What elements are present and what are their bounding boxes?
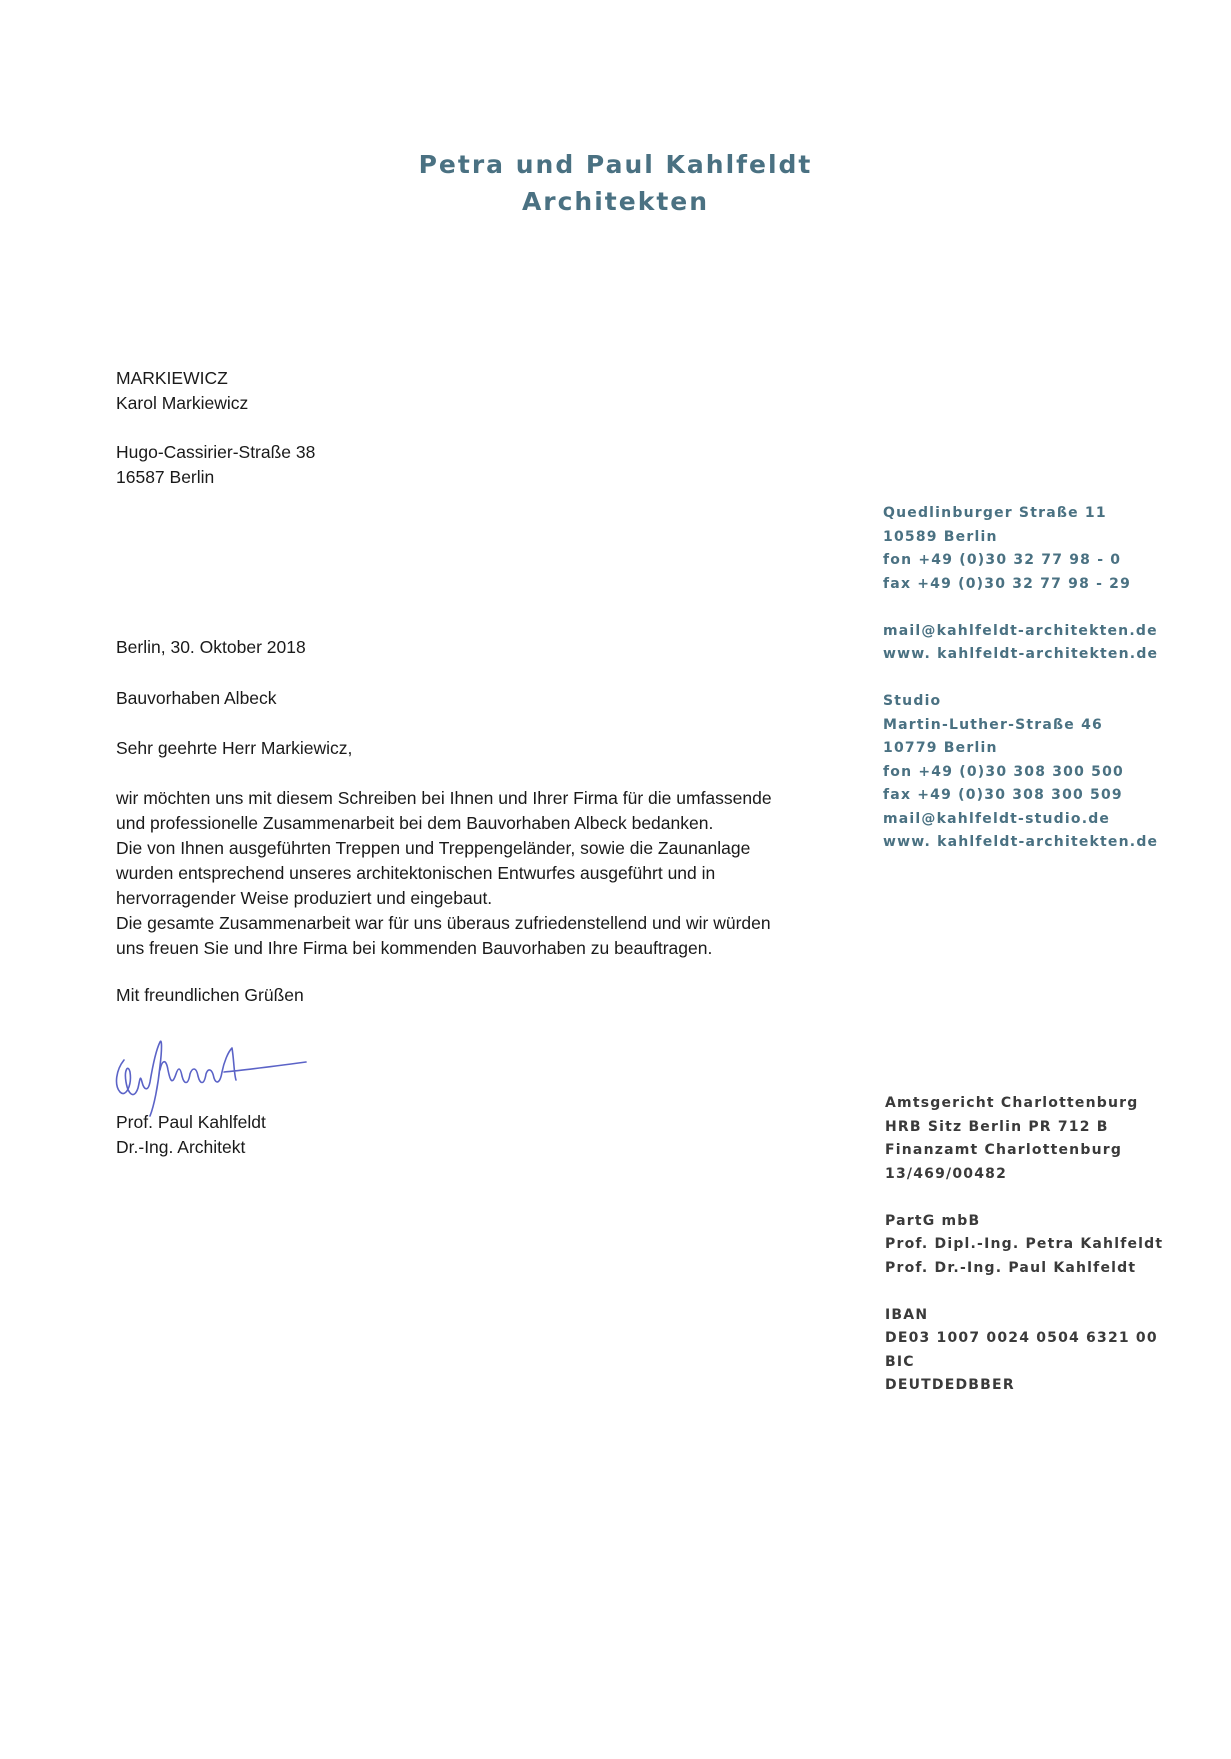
- body-line: uns freuen Sie und Ihre Firma bei kommenden Bauvorhaben zu beauftragen.: [116, 938, 713, 958]
- signer-name: Prof. Paul Kahlfeldt: [116, 1112, 266, 1132]
- contact-sidebar: [883, 502, 1213, 878]
- office-line: fon +49 (0)30 32 77 98 - 0: [883, 552, 1122, 568]
- bank-line: IBAN: [885, 1306, 929, 1323]
- studio-line: mail@kahlfeldt-studio.de: [883, 810, 1111, 827]
- body-line: wurden entsprechend unseres architektonischen Entwurfes ausgeführt und in: [116, 863, 716, 883]
- bank-line: BIC: [885, 1353, 915, 1370]
- signer-block: [116, 1110, 266, 1160]
- salutation: Sehr geehrte Herr Markiewicz,: [116, 738, 353, 758]
- partners-line: PartG mbB: [885, 1212, 981, 1229]
- registry-line: 13/469/00482: [885, 1165, 1008, 1182]
- handwritten-signature: [106, 1030, 326, 1120]
- recipient-city: 16587 Berlin: [116, 467, 215, 487]
- registry-line: Amtsgericht Charlottenburg: [885, 1095, 1139, 1111]
- studio-line: Studio: [883, 693, 942, 709]
- body-line: wir möchten uns mit diesem Schreiben bei Ihnen und Ihrer Firma für die umfassende: [116, 788, 772, 808]
- letter-body: [116, 786, 836, 961]
- firm-name: Petra und Paul Kahlfeldt: [418, 150, 813, 179]
- registry-line: HRB Sitz Berlin PR 712 B: [885, 1118, 1109, 1135]
- office-line: fax +49 (0)30 32 77 98 - 29: [883, 575, 1132, 592]
- recipient-company: MARKIEWICZ: [116, 368, 228, 388]
- email-link: mail@kahlfeldt-architekten.de: [883, 622, 1158, 639]
- studio-line: www. kahlfeldt-architekten.de: [883, 834, 1159, 850]
- studio-line: 10779 Berlin: [883, 740, 998, 756]
- bank-line: DE03 1007 0024 0504 6321 00: [885, 1330, 1158, 1346]
- letter-subject: Bauvorhaben Albeck: [116, 688, 277, 708]
- closing: Mit freundlichen Grüßen: [116, 985, 304, 1005]
- body-line: Die gesamte Zusammenarbeit war für uns überaus zufriedenstellend und wir würden: [116, 913, 771, 933]
- web-contact: [883, 620, 1213, 667]
- letterhead: [0, 146, 1231, 220]
- bank-block: [885, 1304, 1215, 1398]
- partners-line: Prof. Dipl.-Ing. Petra Kahlfeldt: [885, 1236, 1164, 1252]
- letter-date: Berlin, 30. Oktober 2018: [116, 637, 306, 657]
- bank-line: DEUTDEDBBER: [885, 1377, 1015, 1393]
- office-address: [883, 502, 1213, 596]
- body-line: Die von Ihnen ausgeführten Treppen und Treppengeländer, sowie die Zaunanlage: [116, 838, 751, 858]
- partners-line: Prof. Dr.-Ing. Paul Kahlfeldt: [885, 1259, 1137, 1276]
- studio-line: fax +49 (0)30 308 300 509: [883, 787, 1123, 803]
- recipient-person: Karol Markiewicz: [116, 393, 249, 413]
- registry-line: Finanzamt Charlottenburg: [885, 1142, 1123, 1158]
- office-line: Quedlinburger Straße 11: [883, 505, 1107, 521]
- body-line: hervorragender Weise produziert und eingebaut.: [116, 888, 493, 908]
- firm-subtitle: Architekten: [521, 187, 710, 216]
- signer-title: Dr.-Ing. Architekt: [116, 1137, 246, 1157]
- studio-line: Martin-Luther-Straße 46: [883, 716, 1103, 733]
- studio-address: [883, 690, 1213, 855]
- recipient-street: Hugo-Cassirier-Straße 38: [116, 442, 316, 462]
- registry-block: [885, 1092, 1215, 1186]
- recipient-address: [116, 366, 315, 490]
- studio-line: fon +49 (0)30 308 300 500: [883, 763, 1124, 780]
- body-line: und professionelle Zusammenarbeit bei dem Bauvorhaben Albeck bedanken.: [116, 813, 714, 833]
- website-link: www. kahlfeldt-architekten.de: [883, 646, 1159, 662]
- legal-info: [885, 1092, 1215, 1398]
- office-line: 10589 Berlin: [883, 528, 998, 545]
- partners-block: [885, 1210, 1215, 1281]
